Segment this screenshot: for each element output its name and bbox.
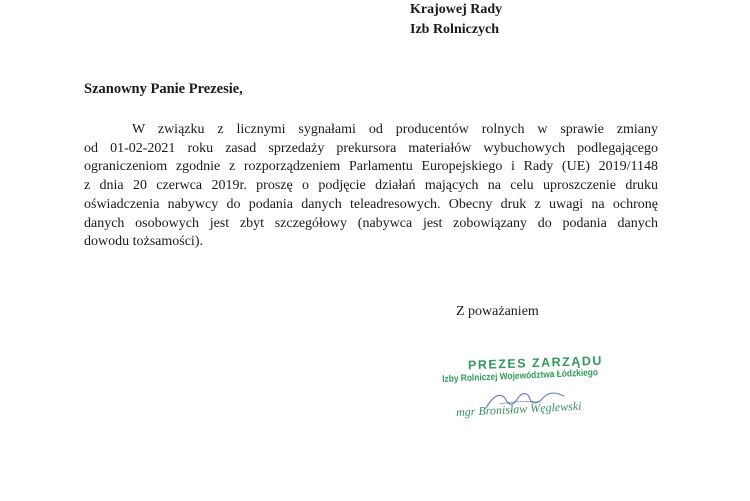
- closing-phrase: Z poważaniem: [456, 304, 539, 319]
- body-line: oświadczenia nabywcy do podania danych teleadresowych. Obecny druk z uwagi na ochronę: [84, 196, 658, 212]
- salutation: Szanowny Panie Prezesie,: [84, 81, 243, 97]
- body-line: od 01-02-2021 roku zasad sprzedaży prekursora materiałów wybuchowych podlegającego: [84, 140, 658, 156]
- addressee-line-2: Izb Rolniczych: [410, 22, 500, 37]
- addressee-block: [410, 0, 502, 40]
- body-line: ograniczeniom zgodnie z rozporządzeniem Parlamentu Europejskiego i Rady (UE) 2019/1148: [84, 159, 658, 175]
- body-line: dowodu tożsamości).: [84, 234, 203, 250]
- body-line: z dnia 20 czerwca 2019r. proszę o podjęcie działań mających na celu uproszczenie druku: [84, 178, 658, 194]
- body-line: W związku z licznymi sygnałami od producentów rolnych w sprawie zmiany: [132, 122, 658, 137]
- stamp-title: PREZES ZARZĄDU: [467, 353, 604, 373]
- body-line: danych osobowych jest zbyt szczegółowy (nabywca jest zobowiązany do podania danych: [84, 215, 658, 231]
- addressee-line-1: Krajowej Rady: [410, 2, 503, 17]
- stamp-name: mgr Bronisław Węglewski: [455, 398, 582, 420]
- letter-body: [84, 121, 658, 252]
- stamp-subtitle: Izby Rolniczej Województwa Łódzkiego: [442, 367, 599, 385]
- handwritten-signature: [480, 386, 570, 416]
